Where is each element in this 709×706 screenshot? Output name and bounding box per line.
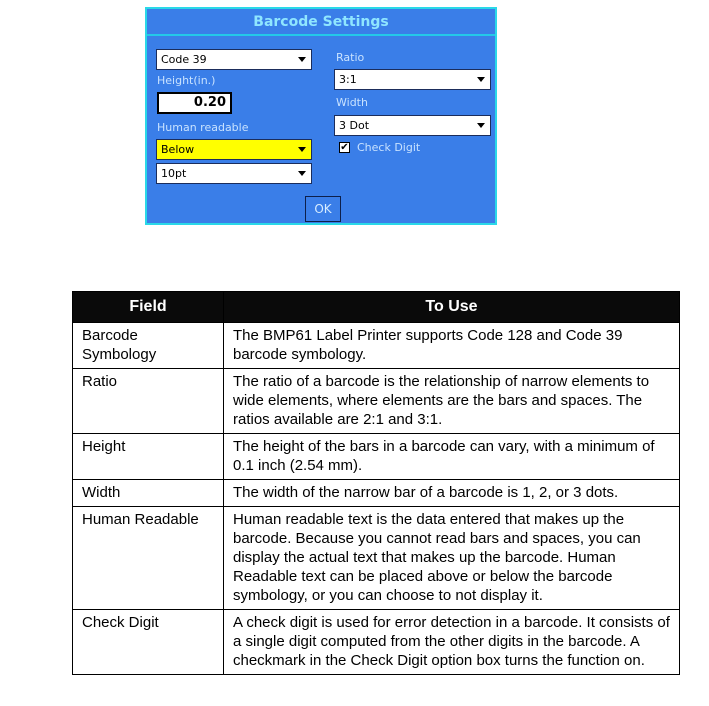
width-label: Width [336,96,368,109]
row-use: The ratio of a barcode is the relationship of narrow elements to wide elements, where elements are the bars and spaces. The ratios available are 2:1 and 3:1. [224,369,680,434]
row-field: Human Readable [73,507,224,610]
row-field: Barcode Symbology [73,323,224,369]
ratio-value: 3:1 [339,73,357,86]
row-use: The width of the narrow bar of a barcode is 1, 2, or 3 dots. [224,480,680,507]
table-row [73,480,680,507]
width-value: 3 Dot [339,119,370,132]
header-field: Field [73,292,224,323]
table-row [73,610,680,675]
checkmark-icon: ✔ [340,142,349,153]
human-readable-value: Below [161,143,195,156]
row-field: Width [73,480,224,507]
chevron-down-icon [477,123,485,128]
width-dropdown[interactable] [334,115,491,136]
header-to-use: To Use [224,292,680,323]
symbology-dropdown[interactable] [156,49,312,70]
row-field: Ratio [73,369,224,434]
check-digit-checkbox[interactable] [339,142,350,153]
symbology-value: Code 39 [161,53,207,66]
ratio-dropdown[interactable] [334,69,491,90]
height-input[interactable]: 0.20 [157,92,232,114]
barcode-settings-dialog [145,7,497,225]
row-field: Check Digit [73,610,224,675]
chevron-down-icon [298,171,306,176]
row-use: The BMP61 Label Printer supports Code 128 and Code 39 barcode symbology. [224,323,680,369]
check-digit-label: Check Digit [357,141,421,154]
chevron-down-icon [298,57,306,62]
field-usage-table [72,291,680,675]
human-readable-dropdown[interactable] [156,139,312,160]
height-label: Height(in.) [157,74,216,87]
dialog-title: Barcode Settings [147,9,495,36]
row-use: The height of the bars in a barcode can vary, with a minimum of 0.1 inch (2.54 mm). [224,434,680,480]
row-field: Height [73,434,224,480]
table-row [73,369,680,434]
ratio-label: Ratio [336,51,365,64]
font-size-dropdown[interactable] [156,163,312,184]
table-row [73,323,680,369]
row-use: Human readable text is the data entered that makes up the barcode. Because you cannot read bars and spaces, you can display the actual text that makes up the barcode. Human Readable text can be placed above or below the barcode symbology, or you can choose to not display it. [224,507,680,610]
font-size-value: 10pt [161,167,187,180]
human-readable-label: Human readable [157,121,249,134]
chevron-down-icon [477,77,485,82]
table-row [73,507,680,610]
table-row [73,434,680,480]
table-header-row [73,292,680,323]
chevron-down-icon [298,147,306,152]
ok-button[interactable]: OK [305,196,341,222]
row-use: A check digit is used for error detection in a barcode. It consists of a single digit computed from the other digits in the barcode. A checkmark in the Check Digit option box turns the function on. [224,610,680,675]
